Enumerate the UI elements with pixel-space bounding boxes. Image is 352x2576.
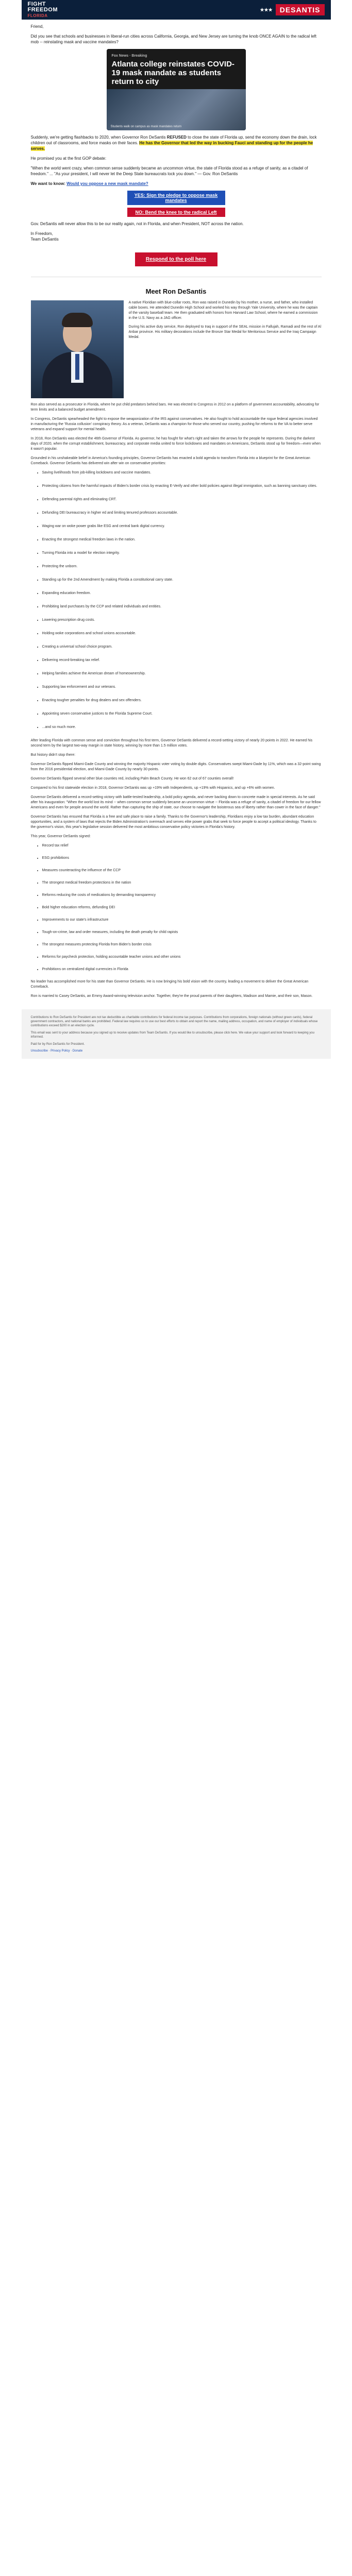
bio-section <box>22 300 331 398</box>
news-screenshot <box>107 49 246 130</box>
desantis-portrait <box>31 300 124 398</box>
footer-paid-for: Paid for by Ron DeSantis for President. <box>30 1043 85 1046</box>
closing-paragraph: No leader has accomplished more for his state than Governor DeSantis. He is now bringing his bold vision with the country, leading a movement to deliver the Great American Comeback. <box>30 980 309 989</box>
news-source: Fox News · Breaking <box>111 54 147 58</box>
list-item: • Bold higher education reforms, defunding DEI <box>42 905 322 910</box>
list-item: • Prohibiting land purchases by the CCP and related individuals and entities. <box>42 604 322 609</box>
list-item: • Helping families achieve the American dream of homeownership. <box>42 671 322 676</box>
body-paragraph: After leading Florida with common sense and conviction throughout his first term, Governor DeSantis delivered a record-setting victory of nearly 20 points in 2022. He earned his second term by the largest two-way margin in state history, winning by more than 1.5 million votes. <box>30 739 313 748</box>
list-item: • Reforms reducing the costs of medications by demanding transparency <box>42 893 322 898</box>
stars-icon: ★★★ <box>260 7 273 12</box>
list-item: • Creating a universal school choice program. <box>42 645 322 650</box>
list-item: • Enacting the strongest medical freedom laws in the nation. <box>42 537 322 543</box>
list-item: • Tough-on-crime, law and order measures, including the death penalty for child rapists <box>42 930 322 935</box>
list-item: • Appointing seven conservative justices to the Florida Supreme Court. <box>42 711 322 717</box>
bio-paragraph: In 2018, Ron DeSantis was elected the 46th Governor of Florida. As governor, he has fought for what's right and taken the arrows for the people he represents. During the darkest days of 2020, when the corrupt establishment, bureaucracy, and corporate media united to force lockdowns and mandates on Americans, DeSantis stood up for freedom—even when it wasn't popular. <box>30 437 321 451</box>
list-item: • Prohibitions on centralized digital currencies in Florida <box>42 967 322 972</box>
list-item: • Waging war on woke power grabs like ESG and central bank digital currency. <box>42 524 322 529</box>
list-item: • Defending parental rights and eliminating CRT. <box>42 497 322 502</box>
list-item: • Improvements to our state's infrastructure <box>42 918 322 923</box>
body-paragraph: Governor DeSantis flipped Miami-Dade County and winning the majority Hispanic voter voting by double digits. Conservatives swept Miami-Dade by 11%, which was a 32-point swing from the 2016 presidential election, and Miami-Dade County by nearly 30 points. <box>30 762 321 771</box>
bio-text: A native Floridian with blue-collar roots, Ron was raised in Dunedin by his mother, a nurse, and father, who installed cable boxes. He attended Dunedin High School and worked his way through Yale University, where he was the captain of the varsity baseball team. He then graduated with honors from Harvard Law School, where he earned a commission in the U.S. Navy as a JAG officer. During his active duty service, Ron deployed to Iraq in support of the SEAL mission in Fallujah, Ramadi and the rest of Al Anbar province. His military decorations include the Bronze Star Medal for Meritorious Service and the Iraq Campaign Medal. <box>128 301 322 339</box>
intro-paragraph: Did you see that schools and businesses in liberal-run cities across California, Georgia, and New Jersey are turning the knob ONCE AGAIN to the radical left mob -- reinstating mask and vaccine mandates? <box>30 34 316 44</box>
bio-paragraph: Grounded in his unshakeable belief in America's founding principles, Governor DeSantis has enacted a bold agenda to transform Florida into a blueprint for the Great American Comeback. Governor DeSantis has delivered win after win on conservative priorities: <box>30 456 310 465</box>
footer <box>22 1009 331 1059</box>
list-item: • Saving livelihoods from job-killing lockdowns and vaccine mandates. <box>42 470 322 476</box>
footer-disclaimer: Contributions to Ron DeSantis for President are not tax deductible as charitable contributions for federal income tax purposes. Contributions from corporations, foreign nationals (without green cards), federal government contractors, and national banks are prohibited. Federal law requires us to use our best efforts to obtain and report the name, mailing address, occupation, and name of employer of individuals whose contributions exceed $200 in an election cycle. <box>30 1016 318 1027</box>
list-item: • Enacting tougher penalties for drug dealers and sex offenders. <box>42 698 322 703</box>
meet-title: Meet Ron DeSantis <box>145 287 207 295</box>
debate-intro: He promised you at the first GOP debate: <box>30 156 107 161</box>
list-item: • Reforms for paycheck protection, holding accountable teacher unions and other unions <box>42 955 322 960</box>
list-item: • Holding woke corporations and school unions accountable. <box>42 631 322 636</box>
footer-notice: This email was sent to your address because you signed up to receive updates from Team DeSantis. If you would like to unsubscribe, please click here. We value your support and look forward to keeping you informed. <box>30 1031 314 1039</box>
bio-paragraph: Ron also served as a prosecutor in Florida, where he put child predators behind bars. He was elected to Congress in 2012 on a platform of government accountability, advocating for term limits and a balanced budget amendment. <box>30 403 320 412</box>
body-paragraph: Compared to his first statewide election in 2018, Governor DeSantis was up +19% with Independents, up +19% with Hispanics, and up +6% with women. <box>30 786 275 790</box>
list-item: • Lowering prescription drug costs. <box>42 618 322 623</box>
list-item: • Expanding education freedom. <box>42 591 322 596</box>
lockdown-paragraph: Suddenly, we're getting flashbacks to 2020, when Governor Ron DeSantis REFUSED to close the state of Florida up, send the economy down the drain, lock children out of classrooms, and force masks on their faces. He has the Governor that led the way in bucking Fauci and standing up for the people he serves. <box>30 135 317 151</box>
list-item: • Defunding DEI bureaucracy in higher ed and limiting tenured professors accountable. <box>42 511 322 516</box>
list-item: • Turning Florida into a model for election integrity. <box>42 551 322 556</box>
news-caption: Students walk on campus as mask mandates return <box>110 125 182 128</box>
news-headline: Atlanta college reinstates COVID-19 mask mandate as students return to city <box>111 60 234 86</box>
yes-pledge-button[interactable]: YES: Sign the pledge to oppose mask mandates <box>127 191 225 205</box>
body-paragraph: But history didn't stop there: <box>30 753 76 757</box>
desantis-logo: ★★★ DESANTIS <box>260 4 324 15</box>
signed-list <box>22 843 331 972</box>
fight-freedom-logo: FIGHT FREEDOM FLORIDA <box>27 1 58 18</box>
email-header <box>22 0 331 20</box>
list-item: • Standing up for the 2nd Amendment by making Florida a constitutional carry state. <box>42 578 322 583</box>
news-photo <box>107 89 246 130</box>
no-button[interactable]: NO: Bend the knee to the radical Left <box>127 208 225 217</box>
signature: In Freedom, Team DeSantis <box>30 231 59 242</box>
list-item: • Measures counteracting the influence of the CCP <box>42 868 322 873</box>
body-paragraph: Governor DeSantis delivered a record-setting victory with battle-tested leadership, a bold policy agenda, and never backing down to concrete made in special interests. As he said after his inauguration: "When the world lost its mind -- when common sense suddenly became an uncommon virtue -- Florida was a refuge of sanity, a citadel of freedom for our fellow Americans and even for people around the world. Rather than capturing the ship of state, our choose to navigate the boisterous sea of liberty rather than cower in the face of danger." <box>30 795 321 809</box>
list-item: • Protecting citizens from the harmful impacts of Biden's border crisis by enacting E-Verify and other bold policies against illegal immigration, such as banning sanctuary cities. <box>42 484 322 489</box>
footer-links[interactable]: Unsubscribe · Privacy Policy · Donate <box>30 1049 83 1053</box>
greeting: Friend, <box>30 24 44 29</box>
highlighted-text: He has the Governor that led the way in bucking Fauci and standing up for the people he serves. <box>30 141 313 151</box>
poll-question-link[interactable]: Would you oppose a new mask mandate? <box>66 181 148 186</box>
body-paragraph: Governor DeSantis flipped several other blue counties red, including Palm Beach County. He won 62 out of 67 counties overall! <box>30 777 234 781</box>
poll-question: We want to know: Would you oppose a new mask mandate? <box>30 181 148 186</box>
list-item: • Supporting law enforcement and our veterans. <box>42 685 322 690</box>
list-item: • ESG prohibitions <box>42 856 322 861</box>
list-item: • Record tax relief <box>42 843 322 849</box>
desantis-quote: "When the world went crazy, when common sense suddenly became an uncommon virtue, the state of Florida stood as a refuge of sanity, as a citadel of freedom." ... "As your president, I will never let the Deep State bureaucrats lock you down." — Gov. Ron DeSantis <box>30 166 308 176</box>
accomplishments-list <box>22 470 331 730</box>
list-item: • The strongest medical freedom protections in the nation <box>42 880 322 886</box>
list-item: • ...and so much more. <box>42 725 322 730</box>
list-item: • Delivering record-breaking tax relief. <box>42 658 322 663</box>
list-item: • Protecting the unborn. <box>42 564 322 569</box>
bio-paragraph: In Congress, DeSantis spearheaded the fight to expose the weaponization of the IRS against conservatives. He also fought to hold accountable the rogue federal agencies involved in manufacturing the 'Russia collusion' conspiracy theory. As a veteran, DeSantis was a champion for those who served our country, pushing for reforms to the VA to better serve veterans and expand support for mental health. <box>30 417 318 431</box>
respond-poll-button[interactable]: Respond to the poll here <box>135 252 217 266</box>
list-item: • The strongest measures protecting Florida from Biden's border crisis <box>42 942 322 947</box>
closing-paragraph: Ron is married to Casey DeSantis, an Emmy Award-winning television anchor. Together, they're the proud parents of their daughters, Madison and Mamie, and their son, Mason. <box>30 994 313 998</box>
email-body <box>22 0 331 1059</box>
body-paragraph: This year, Governor DeSantis signed: <box>30 835 91 838</box>
body-paragraph: Governor DeSantis has ensured that Florida is a free and safe place to raise a family. Thanks to the Governor's leadership, Floridians enjoy a low tax burden, abundant education opportunities, and a system of laws that rejects the Biden Administration's overreach and serves elite power grabs that seek to force people to accept a political ideology. Thanks to the governor's vision, this year's legislative session delivered the most ambitious conservative policy victories in Florida's history. <box>30 815 316 829</box>
reality-paragraph: Gov. DeSantis will never allow this to be our reality again, not in Florida, and when President, NOT across the nation. <box>30 222 244 226</box>
